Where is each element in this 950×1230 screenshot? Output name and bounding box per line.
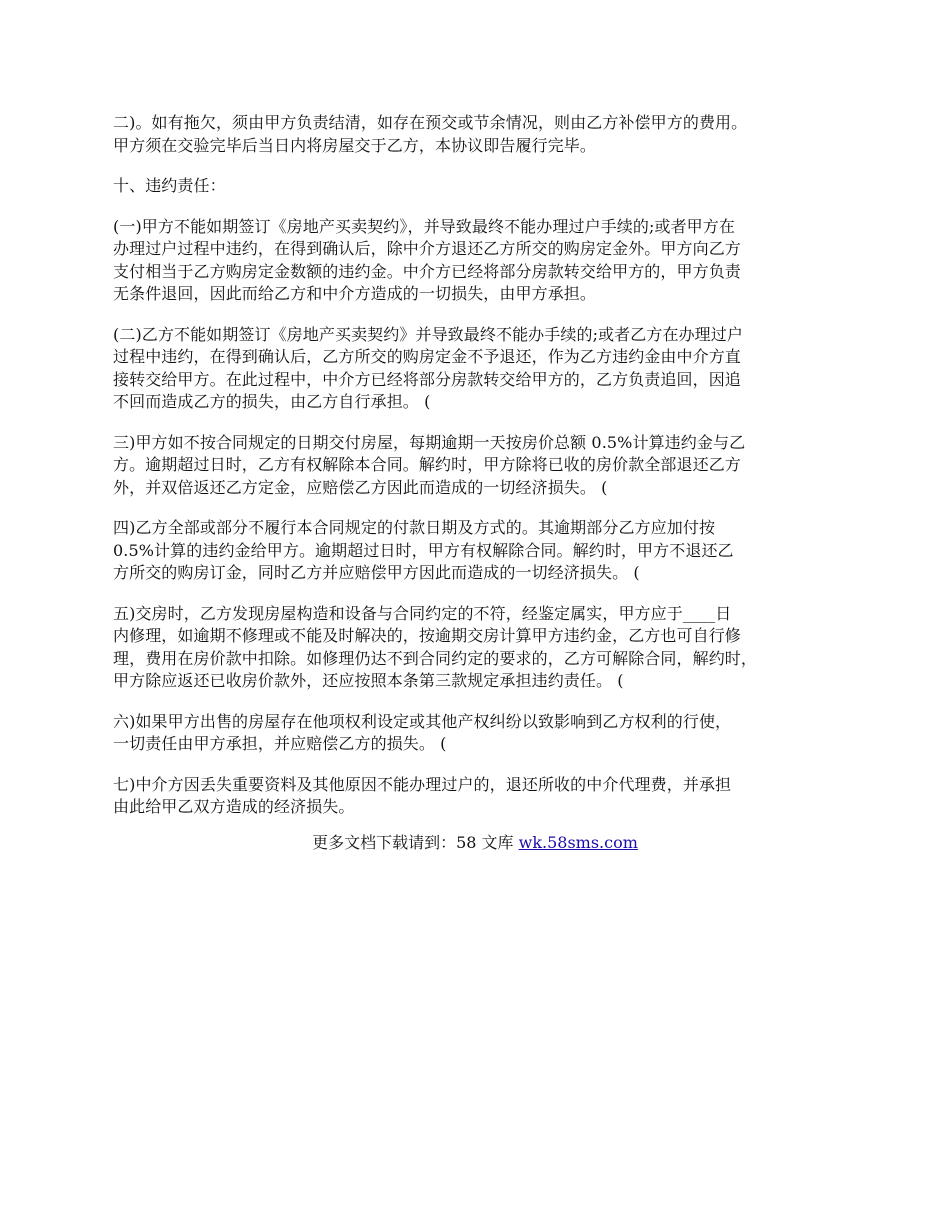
- paragraph-utilities-settlement: 二)。如有拖欠，须由甲方负责结清，如存在预交或节余情况，则由乙方补偿甲方的费用。 甲方须在交验完毕后当日内将房屋交于乙方，本协议即告履行完毕。: [113, 113, 748, 155]
- paragraph-clause-1: (一)甲方不能如期签订《房地产买卖契约》，并导致最终不能办理过户手续的;或者甲方在 办理过户过程中违约，在得到确认后，除中介方退还乙方所交的购房定金外。甲方向乙方 支付相当于乙方购房定金数额的违约金。中介方已经将部分房款转交给甲方的，甲方负责 无条件退回，因此而给乙方和中介方造成的一切损失，由甲方承担。: [113, 216, 741, 303]
- paragraph-clause-7: 七)中介方因丢失重要资料及其他原因不能办理过户的，退还所收的中介代理费，并承担 由此给甲乙双方造成的经济损失。: [113, 774, 732, 816]
- paragraph-clause-4: 四)乙方全部或部分不履行本合同规定的付款日期及方式的。其逾期部分乙方应加付按 0.5%计算的违约金给甲方。逾期超过日时，甲方有权解除合同。解约时，甲方不退还乙 方所交的购房订金，同时乙方并应赔偿甲方因此而造成的一切经济损失。 (: [113, 518, 734, 582]
- section-heading-breach-liability: 十、违约责任：: [113, 176, 226, 195]
- footer: [0, 832, 950, 854]
- footer-link[interactable]: wk.58sms.com: [518, 833, 638, 852]
- footer-text: 更多文档下载请到：58 文库: [312, 833, 519, 852]
- paragraph-clause-2: (二)乙方不能如期签订《房地产买卖契约》并导致最终不能办手续的;或者乙方在办理过户 过程中违约，在得到确认后，乙方所交的购房定金不予退还，作为乙方违约金由中介方直 接转交给甲方。在此过程中，中介方已经将部分房款转交给甲方的，乙方负责追回，因追 不回而造成乙方的损失，由乙方自行承担。 (: [113, 324, 743, 411]
- document-body: [113, 112, 853, 837]
- paragraph-clause-5: 五)交房时，乙方发现房屋构造和设备与合同约定的不符，经鉴定属实，甲方应于____日 内修理，如逾期不修理或不能及时解决的，按逾期交房计算甲方违约金，乙方也可自行修 理，费用在房价款中扣除。如修理仍达不到合同约定的要求的，乙方可解除合同，解约时， 甲方除应返还已收房价款外，还应按照本条第三款规定承担违约责任。 (: [113, 603, 758, 690]
- paragraph-clause-6: 六)如果甲方出售的房屋存在他项权利设定或其他产权纠纷以致影响到乙方权利的行使， 一切责任由甲方承担，并应赔偿乙方的损失。 (: [113, 711, 732, 753]
- paragraph-clause-3: 三)甲方如不按合同规定的日期交付房屋，每期逾期一天按房价总额 0.5%计算违约金与乙 方。逾期超过日时，乙方有权解除本合同。解约时，甲方除将已收的房价款全部退还乙方 外，并双倍返还乙方定金，应赔偿乙方因此而造成的一切经济损失。 (: [113, 432, 746, 497]
